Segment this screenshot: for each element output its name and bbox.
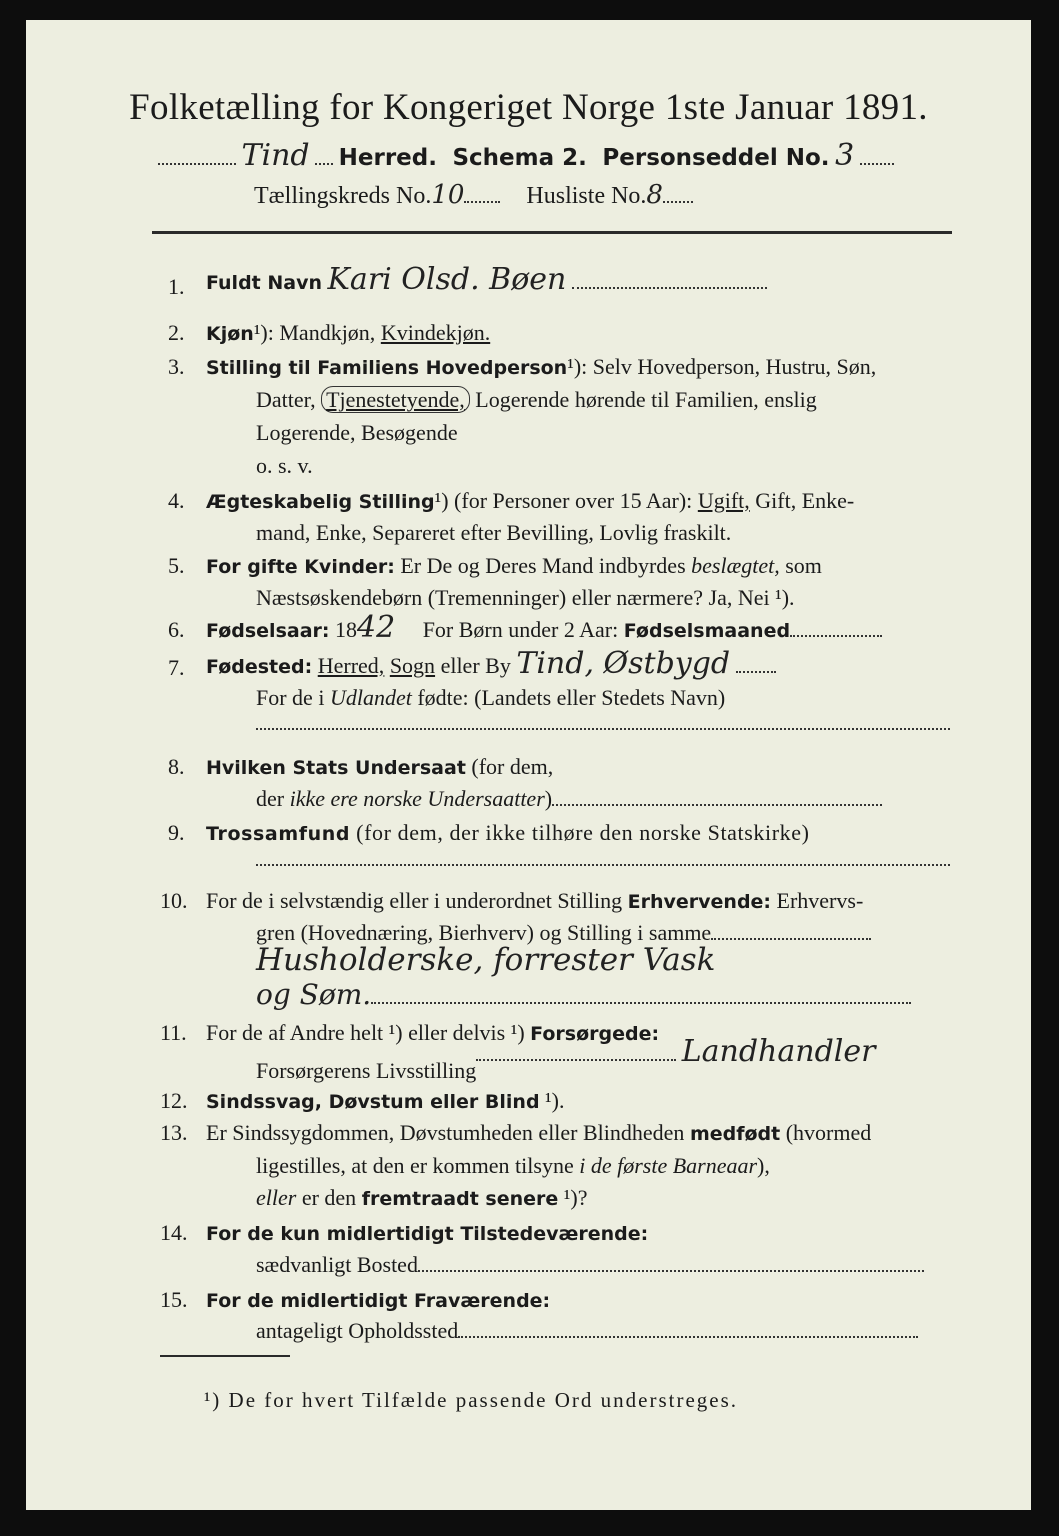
birth-year-value: 42 bbox=[357, 610, 396, 645]
sex-selected: Kvindekjøn. bbox=[380, 320, 491, 345]
item-8-line-2 bbox=[256, 786, 882, 812]
item-11-line-2 bbox=[256, 1034, 876, 1083]
citizenship-hint-2: der bbox=[256, 786, 290, 811]
occupation-hint-2: gren (Hovednæring, Bierhverv) og Stilling i samme bbox=[256, 920, 712, 945]
item-number-10: 10. bbox=[160, 888, 188, 913]
married-women-question: Er De og Deres Mand indbyrdes bbox=[394, 553, 692, 578]
item-number-7: 7. bbox=[168, 655, 185, 680]
item-10-line-3 bbox=[256, 942, 715, 978]
item-7-line-2 bbox=[256, 685, 725, 711]
supported-label: Forsørgede: bbox=[530, 1023, 660, 1045]
position-selected: Tjenestetyende, bbox=[321, 386, 470, 413]
full-name-label: Fuldt Navn bbox=[206, 272, 323, 294]
sex-label: Kjøn bbox=[206, 323, 254, 345]
item-12 bbox=[206, 1088, 564, 1114]
occupation-hint: For de i selvstændig eller i underordnet Stilling bbox=[206, 888, 628, 913]
item-3-line-2 bbox=[256, 387, 817, 413]
item-13-line-1 bbox=[206, 1120, 871, 1146]
form-title: Folketælling for Kongeriget Norge 1ste Januar 1891. bbox=[129, 87, 928, 128]
religion-label: Trossamfund bbox=[206, 823, 351, 845]
item-5-line-1 bbox=[206, 553, 822, 579]
schema-label: Schema 2. bbox=[452, 145, 587, 171]
position-options-5: o. s. v. bbox=[256, 453, 313, 478]
birth-year-prefix: 18 bbox=[329, 617, 357, 642]
item-7-line-1 bbox=[206, 646, 776, 681]
item-number-5: 5. bbox=[168, 553, 185, 578]
kreds-label: Tællingskreds No. bbox=[254, 183, 432, 209]
or-word: eller bbox=[256, 1185, 297, 1210]
item-4-line-1 bbox=[206, 488, 854, 514]
item-7-line-3 bbox=[256, 710, 950, 736]
abroad-word: Udlandet bbox=[329, 685, 412, 710]
congenital-question: Er Sindssygdommen, Døvstumheden eller Blindheden bbox=[206, 1120, 690, 1145]
religion-hint: (for dem, der ikke tilhøre den norske Statskirke) bbox=[350, 820, 810, 845]
occupation-hint-end: Erhvervs- bbox=[771, 888, 864, 913]
citizenship-hint-italic: ikke ere norske Undersaatter bbox=[289, 786, 545, 811]
item-15-line-1 bbox=[206, 1287, 550, 1313]
citizenship-hint: (for dem, bbox=[465, 754, 554, 779]
birth-month-hint: For Børn under 2 Aar: bbox=[422, 617, 624, 642]
kreds-value: 10 bbox=[431, 180, 465, 210]
position-label: Stilling til Familiens Hovedperson bbox=[206, 357, 568, 379]
item-9-line-2 bbox=[256, 846, 950, 872]
abroad-suffix: fødte: (Landets eller Stedets Navn) bbox=[411, 685, 726, 710]
item-1 bbox=[206, 262, 767, 297]
marital-options-1: Gift, Enke- bbox=[749, 488, 855, 513]
citizenship-hint-end: ) bbox=[544, 786, 553, 811]
married-women-question-2: Næstsøskendebørn (Tremenninger) eller nærmere? Ja, Nei ¹). bbox=[256, 585, 795, 610]
item-8-line-1 bbox=[206, 754, 553, 780]
occupation-value-1: Husholderske, forrester Vask bbox=[256, 942, 716, 978]
herred-label: Herred. bbox=[338, 145, 437, 171]
marital-hint: ¹) (for Personer over 15 Aar): bbox=[434, 488, 698, 513]
congenital-question-end: (hvormed bbox=[780, 1120, 872, 1145]
item-15-line-2 bbox=[256, 1318, 918, 1344]
item-2 bbox=[206, 320, 490, 346]
marital-selected: Ugift, bbox=[697, 488, 750, 513]
marital-options-2: mand, Enke, Separeret efter Bevilling, Lovlig fraskilt. bbox=[256, 520, 732, 545]
birthplace-sogn: Sogn bbox=[389, 653, 436, 678]
marital-label: Ægteskabelig Stilling bbox=[206, 491, 435, 513]
usual-residence-label: sædvanligt Bosted bbox=[256, 1252, 418, 1277]
provider-occupation-value: Landhandler bbox=[681, 1034, 876, 1069]
item-3-line-1 bbox=[206, 354, 876, 380]
husliste-label: Husliste No. bbox=[526, 183, 647, 209]
birth-month-label: Fødselsmaaned bbox=[623, 620, 791, 642]
position-options-3: Logerende hørende til Familien, enslig bbox=[469, 387, 817, 412]
married-women-question-end: som bbox=[779, 553, 822, 578]
citizenship-label: Hvilken Stats Undersaat bbox=[206, 757, 466, 779]
birthplace-value: Tind, Østbygd bbox=[516, 646, 731, 681]
disability-label: Sindssvag, Døvstum eller Blind bbox=[206, 1091, 540, 1113]
abroad-prefix: For de i bbox=[256, 685, 330, 710]
item-number-9: 9. bbox=[168, 820, 185, 845]
footnote: ¹) De for hvert Tilfælde passende Ord understreges. bbox=[204, 1388, 739, 1412]
item-14-line-1 bbox=[206, 1220, 648, 1246]
occupation-label: Erhvervende: bbox=[627, 891, 772, 913]
herred-value: Tind bbox=[241, 138, 310, 173]
header-rule bbox=[152, 231, 952, 234]
congenital-question-2-end: ), bbox=[757, 1153, 770, 1178]
item-14-line-2 bbox=[256, 1252, 924, 1278]
full-name-value: Kari Olsd. Bøen bbox=[327, 262, 567, 297]
item-number-13: 13. bbox=[160, 1120, 188, 1145]
congenital-word: medfødt bbox=[689, 1123, 781, 1145]
item-13-line-3 bbox=[256, 1185, 587, 1211]
position-options-1: ¹): Selv Hovedperson, Hustru, Søn, bbox=[567, 354, 877, 379]
birthplace-by: eller By bbox=[435, 653, 511, 678]
husliste-value: 8 bbox=[646, 180, 663, 210]
birthplace-label: Fødested: bbox=[206, 656, 313, 678]
item-number-4: 4. bbox=[168, 488, 185, 513]
item-number-6: 6. bbox=[168, 617, 185, 642]
sex-options: ¹): Mandkjøn, bbox=[253, 320, 381, 345]
congenital-question-3: er den bbox=[296, 1185, 362, 1210]
supported-hint: For de af Andre helt ¹) eller delvis ¹) bbox=[206, 1020, 531, 1045]
herred-line bbox=[158, 138, 894, 173]
related-word: beslægtet, bbox=[691, 553, 780, 578]
census-form bbox=[26, 20, 1031, 1510]
item-6 bbox=[206, 610, 882, 645]
item-number-1: 1. bbox=[168, 274, 185, 299]
position-options-4: Logerende, Besøgende bbox=[256, 420, 458, 445]
item-number-2: 2. bbox=[168, 320, 185, 345]
item-10-line-4 bbox=[256, 978, 911, 1011]
early-years: i de første Barneaar bbox=[579, 1153, 758, 1178]
item-number-11: 11. bbox=[160, 1020, 187, 1045]
birth-year-label: Fødselsaar: bbox=[206, 620, 330, 642]
item-number-14: 14. bbox=[160, 1220, 188, 1245]
item-number-8: 8. bbox=[168, 754, 185, 779]
kreds-line bbox=[254, 180, 693, 210]
item-9 bbox=[206, 820, 810, 846]
personseddel-value: 3 bbox=[835, 138, 855, 173]
temporary-absent-label: For de midlertidigt Fraværende: bbox=[206, 1290, 551, 1312]
congenital-question-2: ligestilles, at den er kommen tilsyne bbox=[256, 1153, 580, 1178]
birthplace-herred: Herred, bbox=[317, 653, 385, 678]
item-number-15: 15. bbox=[160, 1287, 188, 1312]
item-number-12: 12. bbox=[160, 1088, 188, 1113]
probable-stay-label: antageligt Opholdssted bbox=[256, 1318, 459, 1343]
occupation-value-2: og Søm. bbox=[256, 978, 372, 1011]
position-options-2: Datter, bbox=[256, 387, 322, 412]
item-number-3: 3. bbox=[168, 354, 185, 379]
personseddel-label: Personseddel No. bbox=[602, 145, 830, 171]
item-13-line-2 bbox=[256, 1153, 770, 1179]
married-women-label: For gifte Kvinder: bbox=[206, 556, 395, 578]
temporary-present-label: For de kun midlertidigt Tilstedeværende: bbox=[206, 1223, 649, 1245]
later-onset: fremtraadt senere bbox=[361, 1188, 559, 1210]
footnote-rule bbox=[160, 1355, 290, 1357]
disability-footnote-mark: ¹). bbox=[539, 1088, 565, 1113]
provider-occupation-label: Forsørgerens Livsstilling bbox=[256, 1058, 477, 1083]
item-10-line-1 bbox=[206, 888, 863, 914]
congenital-question-3-end: ¹)? bbox=[558, 1185, 588, 1210]
